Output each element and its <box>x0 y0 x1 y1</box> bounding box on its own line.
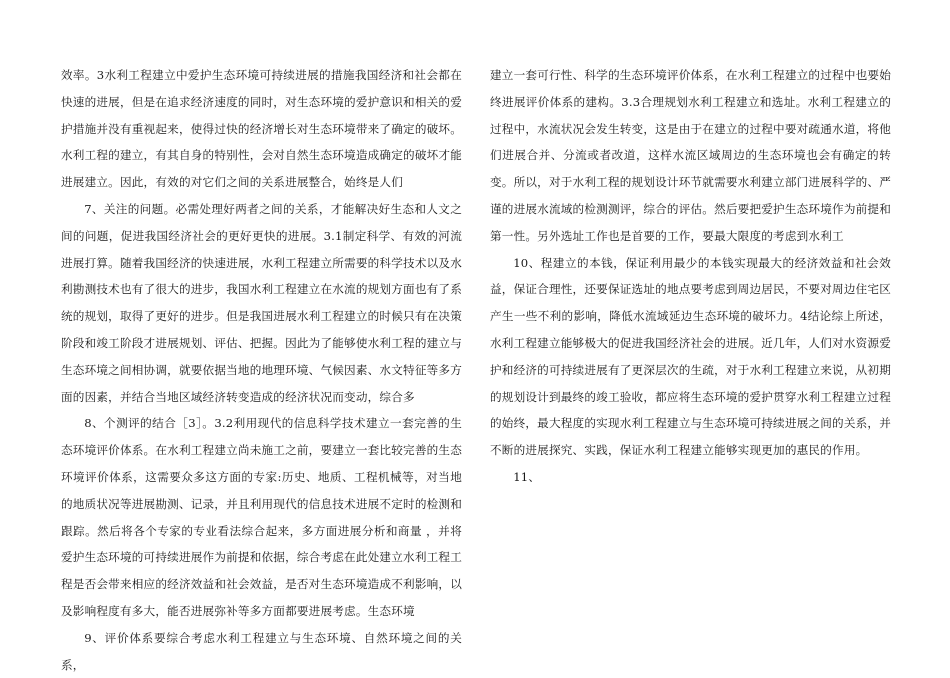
paragraph: 9、评价体系要综合考虑水利工程建立与生态环境、自然环境之间的关系， <box>61 630 462 672</box>
right-column <box>490 62 891 491</box>
paragraph: 建立一套可行性、科学的生态环境评价体系，在水利工程建立的过程中也要始终进展评价体系的建构。3.3合理规划水利工程建立和选址。水利工程建立的过程中，水流状况会发生转变，这是由于在建立的过程中要对疏通水道，将他们进展合并、分流或者改道，这样水流区域周边的生态环境也会有确定的转变。所以，对于水利工程的规划设计环节就需要水利建立部门进展科学的、严谨的进展水流域的检测测评，综合的评估。然后要把爱护生态环境作为前提和第一性。另外选址工作也是首要的工作，要最大限度的考虑到水利工 <box>490 68 891 243</box>
paragraph: 8、个测评的结合［3］。3.2利用现代的信息科学技术建立一套完善的生态环境评价体系。在水利工程建立尚未施工之前，要建立一套比较完善的生态环境评价体系，这需要众多这方面的专家:历史、地质、工程机械等，对当地的地质状况等进展勘测、记录，并且利用现代的信息技术进展不定时的检测和跟踪。然后将各个专家的专业看法综合起来，多方面进展分析和商量 ，并将爱护生态环境的可持续进展作为前提和依据，综合考虑在此处建立水利工程工程是否会带来相应的经济效益和社会效益，是否对生态环境造成不利影响，以及影响程度有多大，能否进展弥补等多方面都要进展考虑。生态环境 <box>61 416 462 618</box>
paragraph: 7、关注的问题。必需处理好两者之间的关系，才能解决好生态和人文之间的问题，促进我国经济社会的更好更快的进展。3.1制定科学、有效的河流进展打算。随着我国经济的快速进展，水利工程建立所需要的科学技术以及水利勘测技术也有了很大的进步，我国水利工程建立在水流的规划方面也有了系统的规划，取得了更好的进步。但是我国进展水利工程建立的时候只有在决策阶段和竣工阶段才进展规划、评估、把握。因此为了能够使水利工程的建立与生态环境之间相协调，就要依据当地的地理环境、气候因素、水文特征等多方面的因素，并结合当地区域经济转变造成的经济状况而变动，综合多 <box>61 201 462 404</box>
left-column <box>61 62 462 678</box>
paragraph: 10、程建立的本钱，保证利用最少的本钱实现最大的经济效益和社会效益，保证合理性，还要保证选址的地点要考虑到周边居民，不要对周边住宅区产生一些不利的影响，降低水流域延边生态环境的破坏力。4结论综上所述，水利工程建立能够极大的促进我国经济社会的进展。近几年，人们对水资源爱护和经济的可持续进展有了更深层次的生疏，对于水利工程建立来说，从初期的规划设计到最终的竣工验收，都应将生态环境的爱护贯穿水利工程建立过程的始终，最大程度的实现水利工程建立与生态环境可持续进展之间的关系，并不断的进展探究、实践，保证水利工程建立能够实现更加的惠民的作用。 <box>490 255 891 458</box>
paragraph: 效率。3水利工程建立中爱护生态环境可持续进展的措施我国经济和社会都在快速的进展，但是在追求经济速度的同时，对生态环境的爱护意识和相关的爱护措施并没有重视起来，使得过快的经济增长对生态环境带来了确定的破坏。水利工程的建立，有其自身的特别性，会对自然生态环境造成确定的破坏才能进展建立。因此，有效的对它们之间的关系进展整合，始终是人们 <box>61 68 462 190</box>
paragraph: 11、 <box>513 469 541 484</box>
